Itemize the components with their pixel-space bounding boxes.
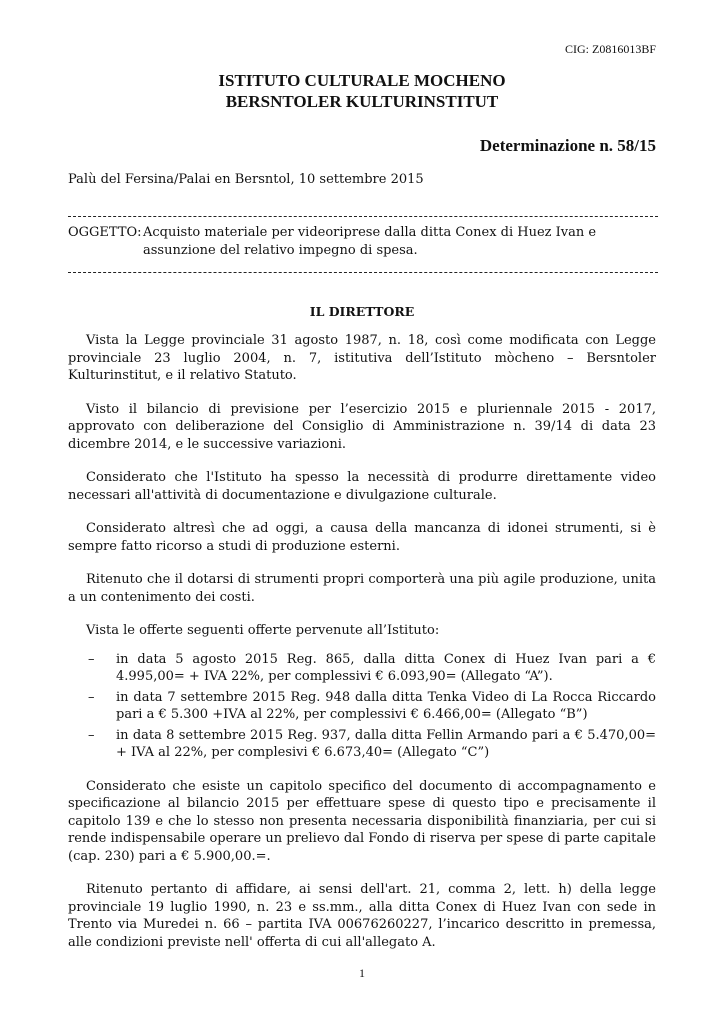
place-date: Palù del Fersina/Palai en Bersntol, 10 settembre 2015 [68, 172, 424, 187]
offer-text: in data 8 settembre 2015 Reg. 937, dalla ditta Fellin Armando pari a € 5.470,00= + IVA al 22%, per complesivi € 6.673,40= (Allegato “C”) [116, 727, 656, 760]
subject-block [68, 224, 658, 260]
dash-bullet-icon: – [88, 651, 95, 667]
offer-text: in data 5 agosto 2015 Reg. 865, dalla ditta Conex di Huez Ivan pari a € 4.995,00= + IVA 22%, per complessivi € 6.093,90= (Allegato “A”). [116, 651, 656, 684]
divider-bottom [68, 272, 658, 273]
subject-text: Acquisto materiale per videoriprese dalla ditta Conex di Huez Ivan e assunzione del relativo impegno di spesa. [143, 225, 597, 258]
institute-name [0, 70, 724, 112]
cig-code: CIG: Z0816013BF [564, 42, 656, 56]
paragraph: Vista le offerte seguenti offerte pervenute all’Istituto: [86, 623, 440, 638]
list-item [68, 727, 656, 762]
institute-name-italian: ISTITUTO CULTURALE MOCHENO [218, 71, 506, 90]
paragraph: Considerato che l'Istituto ha spesso la necessità di produrre direttamente video necessari all'attività di documentazione e divulgazione culturale. [68, 470, 656, 503]
list-item [68, 651, 656, 686]
subject-label: OGGETTO: [68, 225, 142, 240]
paragraph: Considerato altresì che ad oggi, a causa della mancanza di idonei strumenti, si è sempre fatto ricorso a studi di produzione esterni. [68, 521, 656, 554]
paragraph: Ritenuto pertanto di affidare, ai sensi dell'art. 21, comma 2, lett. h) della legge provinciale 19 luglio 1990, n. 23 e ss.mm., alla ditta Conex di Huez Ivan con sede in Trento via Muredei n. 66 – partita IVA 00676260227, l’incarico descritto in premessa, alle condizioni previste nell' offerta di cui all'allegato A. [68, 882, 656, 950]
page-number: 1 [359, 966, 365, 980]
paragraph: Considerato che esiste un capitolo specifico del documento di accompagnamento e specificazione al bilancio 2015 per effettuare spese di questo tipo e precisamente il capitolo 139 e che lo stesso non presenta necessaria disponibilità finanziaria, per cui si rende indispensabile operare un prelievo dal Fondo di riserva per spese di parte capitale (cap. 230) pari a € 5.900,00.=. [68, 778, 656, 864]
dash-bullet-icon: – [88, 689, 95, 705]
paragraph: Ritenuto che il dotarsi di strumenti propri comporterà una più agile produzione, unita a un contenimento dei costi. [68, 572, 656, 605]
paragraph: Visto il bilancio di previsione per l’esercizio 2015 e pluriennale 2015 - 2017, approvato con deliberazione del Consiglio di Amministrazione n. 39/14 di data 23 dicembre 2014, e le successive variazioni. [68, 401, 656, 452]
divider-top [68, 216, 658, 217]
list-item [68, 689, 656, 724]
paragraph: Vista la Legge provinciale 31 agosto 1987, n. 18, così come modificata con Legge provinciale 23 luglio 2004, n. 7, istitutiva dell’Istituto mòcheno – Bersntoler Kulturinstitut, e il relativo Statuto. [68, 333, 656, 383]
determination-number: Determinazione n. 58/15 [479, 136, 656, 155]
document-body [68, 332, 656, 967]
offers-list [68, 651, 656, 762]
institute-name-mocheno: BERSNTOLER KULTURINSTITUT [225, 92, 499, 111]
offer-text: in data 7 settembre 2015 Reg. 948 dalla ditta Tenka Video di La Rocca Riccardo pari a € 5.300 +IVA al 22%, per complessivi € 6.466,00= (Allegato “B”) [116, 689, 656, 722]
dash-bullet-icon: – [88, 727, 95, 743]
director-heading: IL DIRETTORE [309, 304, 415, 319]
